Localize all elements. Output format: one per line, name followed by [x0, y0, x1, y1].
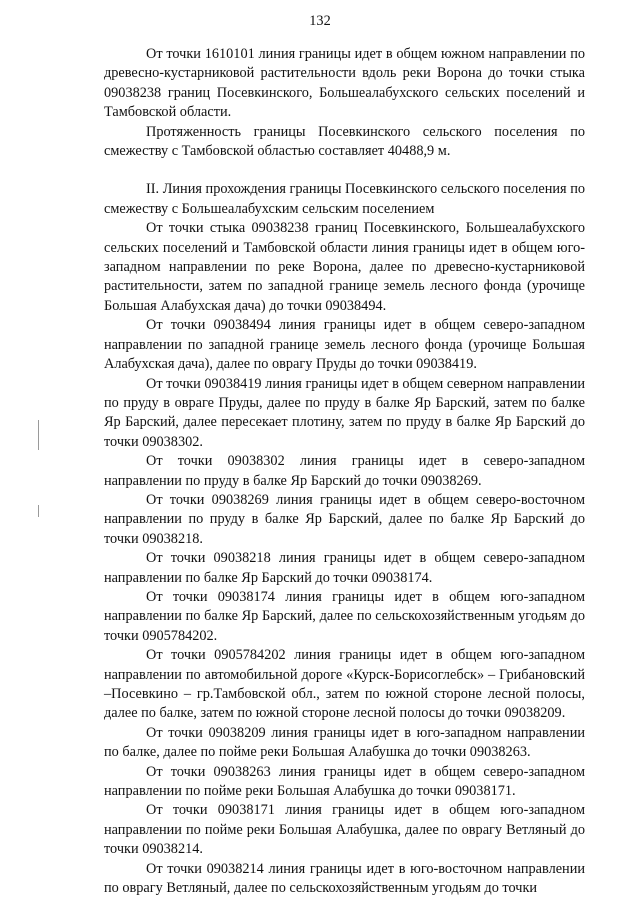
paragraph: От точки 09038174 линия границы идет в общем юго-западном направлении по балке Яр Барский, далее по сельскохозяйственным угодьям до точки 0905784202.	[104, 588, 585, 644]
page-number: 132	[309, 13, 331, 29]
paragraph: От точки 09038494 линия границы идет в общем северо-западном направлении по западной границе земель лесного фонда (урочище Большая Алабухская дача), далее по оврагу Пруды до точки 09038419.	[104, 317, 585, 373]
paragraph: От точки 1610101 линия границы идет в общем южном направлении по древесно-кустарниковой растительности вдоль реки Ворона до точки стыка 09038238 границ Посевкинского, Большеалабухского сельских поселений и Тамбовской области.	[104, 46, 585, 121]
paragraph: От точки 09038214 линия границы идет в юго-восточном направлении по оврагу Ветляный, далее по сельскохозяйственным угодьям до точки	[104, 860, 585, 897]
margin-mark	[38, 505, 39, 517]
margin-mark	[38, 420, 39, 450]
paragraph: От точки 09038302 линия границы идет в северо-западном направлении по пруду в балке Яр Барский до точки 09038269.	[104, 453, 585, 489]
paragraph: От точки 09038171 линия границы идет в общем юго-западном направлении по пойме реки Большая Алабушка, далее по оврагу Ветляный до точки 09038214.	[104, 802, 585, 858]
paragraph: От точки стыка 09038238 границ Посевкинского, Большеалабухского сельских поселений и Тамбовской области линия границы идет в общем юго-западном направлении по реке Ворона, далее по древесно-кустарниковой растительности, затем по западной границе земель лесного фонда (урочище Большая Алабухская дача) до точки 09038494.	[104, 220, 585, 314]
paragraph: От точки 09038209 линия границы идет в юго-западном направлении по балке, далее по пойме реки Большая Алабушка до точки 09038263.	[104, 724, 585, 761]
paragraph: От точки 09038263 линия границы идет в общем северо-западном направлении по пойме реки Большая Алабушка до точки 09038171.	[104, 763, 585, 800]
paragraph: От точки 09038419 линия границы идет в общем северном направлении по пруду в овраге Пруды, далее по пруду в балке Яр Барский, затем по балке Яр Барский, далее пересекает плотину, затем по пруду в балке Яр Барский до точки 09038302.	[104, 375, 585, 450]
section-heading: II. Линия прохождения границы Посевкинского сельского поселения по смежеству с Большеалабухским сельским поселением	[104, 181, 585, 217]
paragraph: От точки 09038269 линия границы идет в общем северо-восточном направлении по пруду в балке Яр Барский, далее по балке Яр Барский до точки 09038218.	[104, 491, 585, 547]
paragraph: От точки 09038218 линия границы идет в общем северо-западном направлении по балке Яр Барский до точки 09038174.	[104, 550, 585, 586]
section-spacer	[104, 161, 585, 180]
document-body	[104, 45, 585, 898]
paragraph: От точки 0905784202 линия границы идет в общем юго-западном направлении по автомобильной дороге «Курск-Борисоглебск» – Грибановский –Посевкино – гр.Тамбовской обл., затем по южной стороне лесной полосы, далее по балке, затем по южной стороне лесной полосы до точки 09038209.	[104, 647, 585, 722]
paragraph: Протяженность границы Посевкинского сельского поселения по смежеству с Тамбовской областью составляет 40488,9 м.	[104, 123, 585, 160]
